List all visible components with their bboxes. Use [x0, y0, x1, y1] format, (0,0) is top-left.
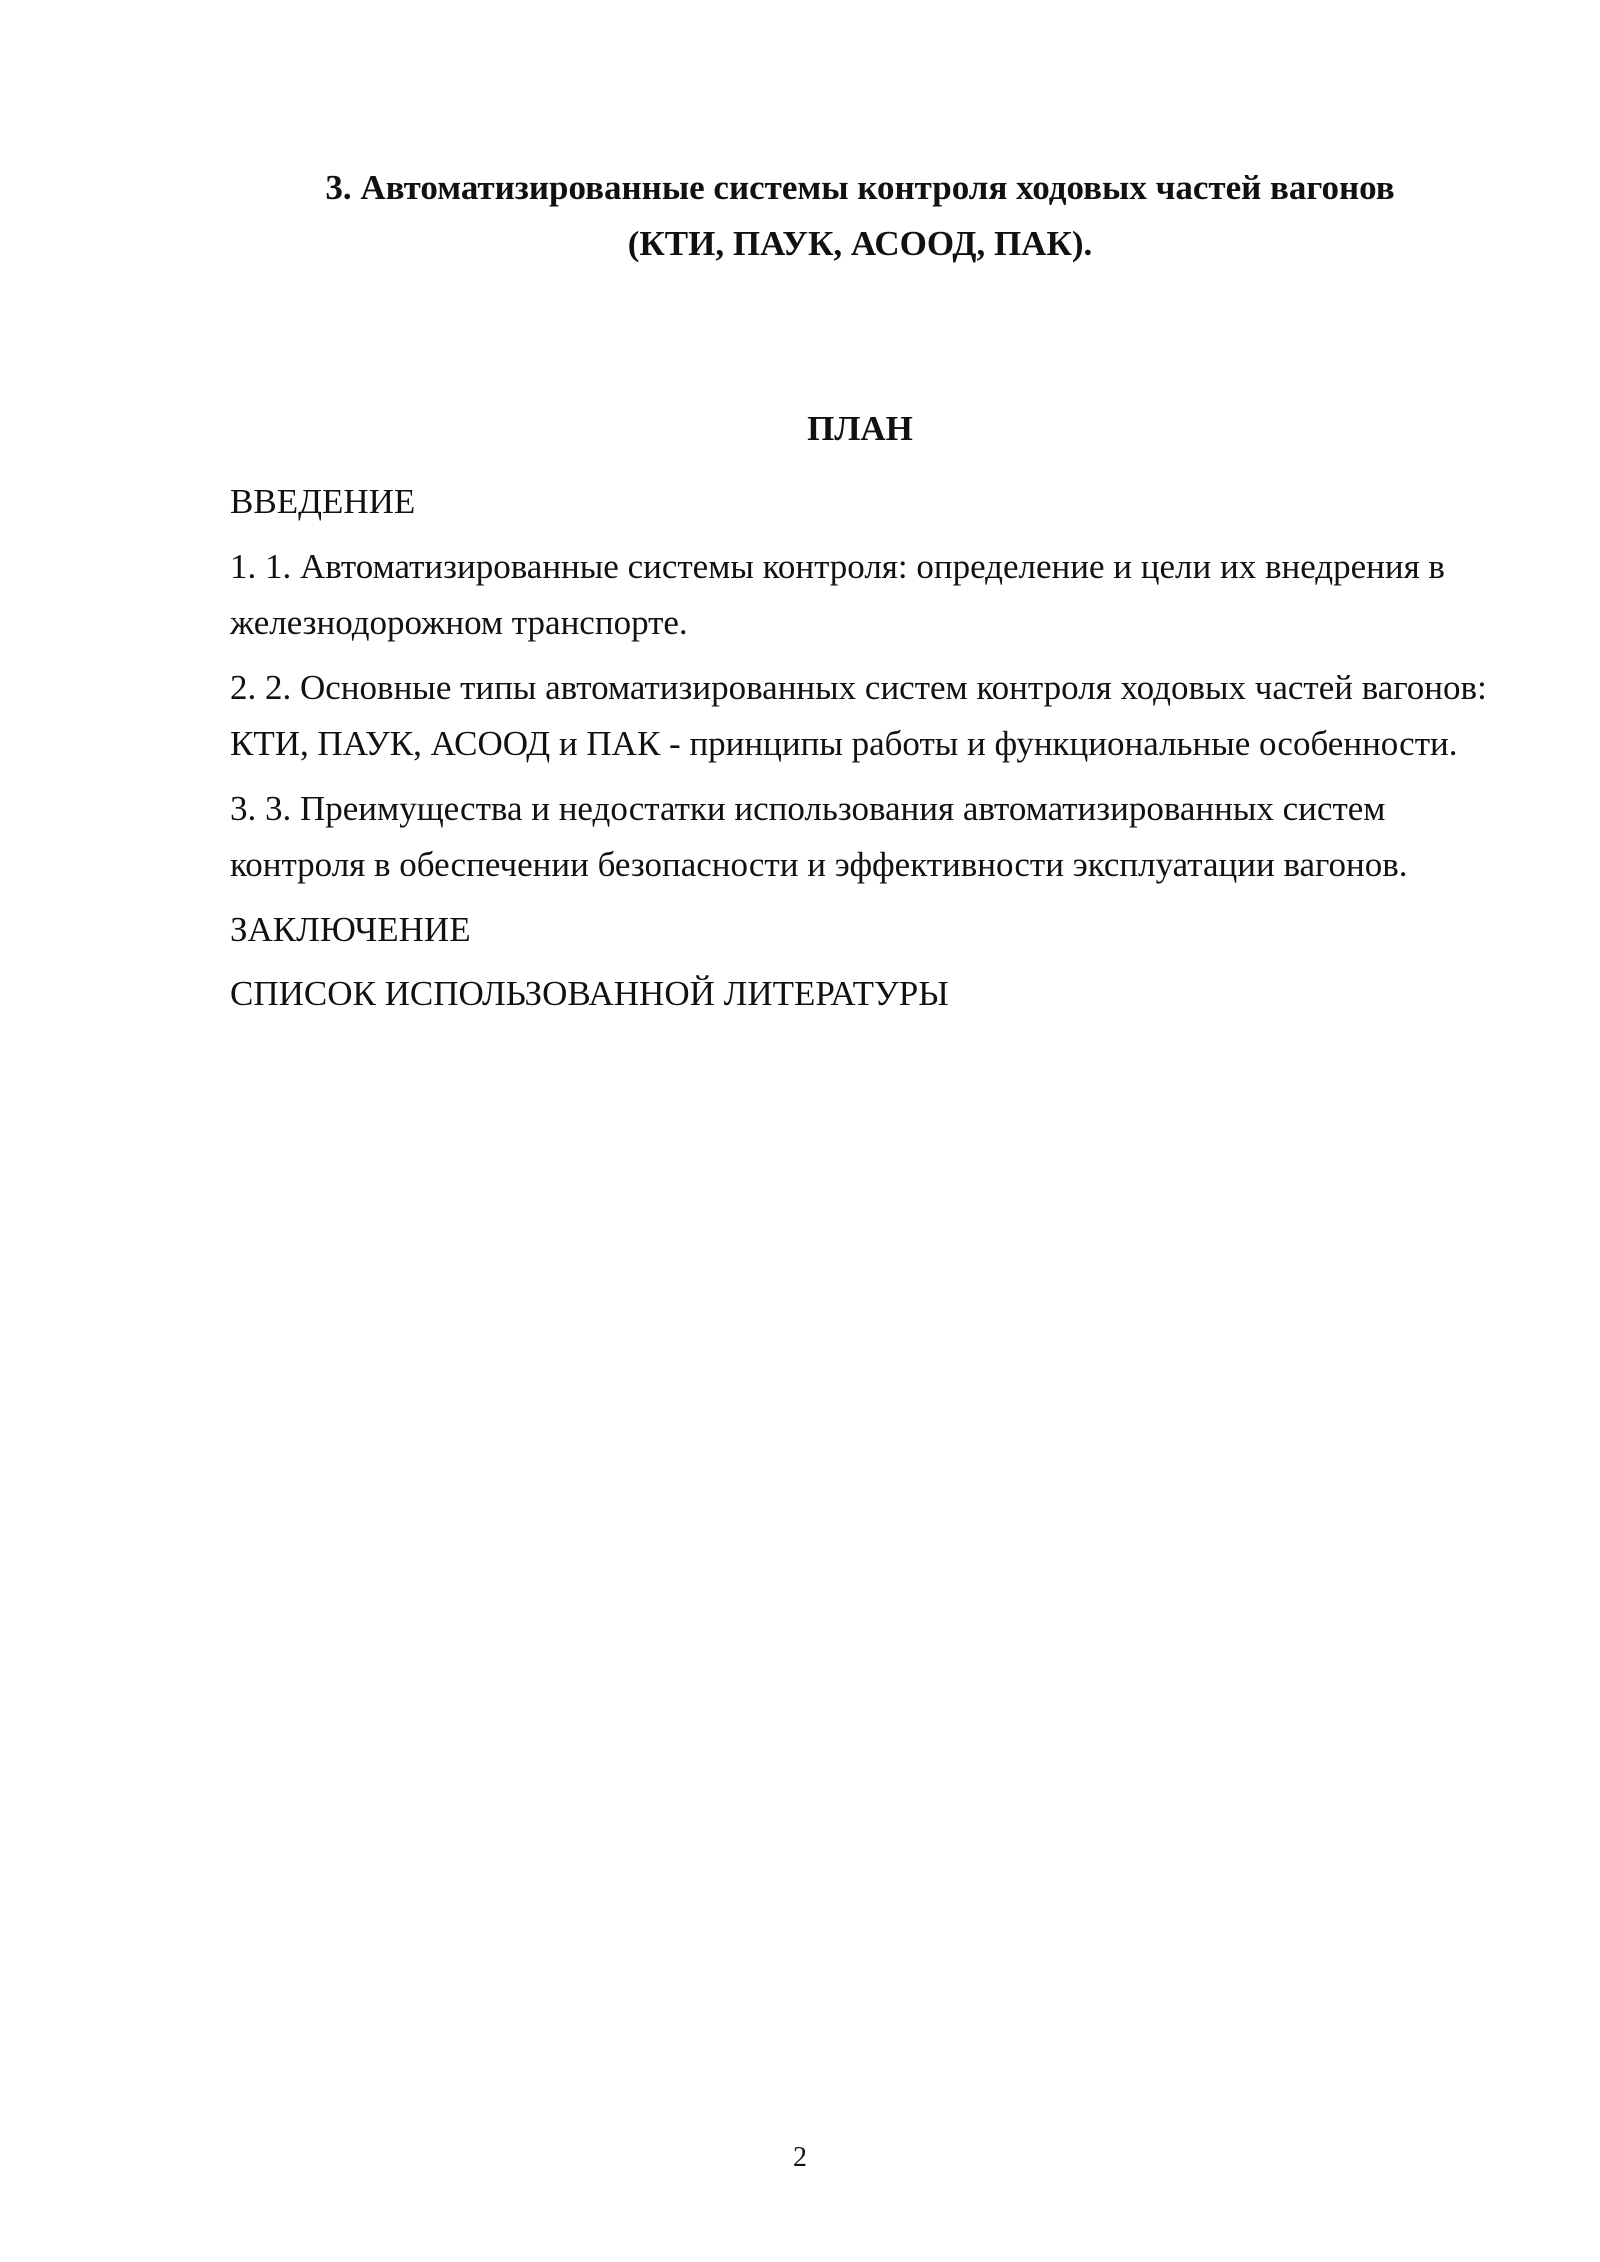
plan-item-2: 2. 2. Основные типы автоматизированных систем контроля ходовых частей вагонов: КТИ, ПАУК, АСООД и ПАК - принципы работы и функциональные особенности.: [230, 667, 1487, 763]
plan-list: [230, 474, 1500, 1031]
page-number: 2: [793, 2142, 807, 2173]
title-line-1: 3. Автоматизированные системы контроля ходовых частей вагонов: [325, 168, 1395, 207]
plan-item-3: 3. 3. Преимущества и недостатки использования автоматизированных систем контроля в обеспечении безопасности и эффективности эксплуатации вагонов.: [230, 788, 1408, 884]
plan-references: СПИСОК ИСПОЛЬЗОВАННОЙ ЛИТЕРАТУРЫ: [230, 974, 949, 1013]
document-title: [230, 160, 1490, 272]
plan-item-1: 1. 1. Автоматизированные системы контроля: определение и цели их внедрения в железнодорожном транспорте.: [230, 546, 1445, 642]
plan-introduction: ВВЕДЕНИЕ: [230, 482, 416, 521]
plan-heading: ПЛАН: [807, 409, 913, 448]
title-line-2: (КТИ, ПАУК, АСООД, ПАК).: [627, 224, 1093, 263]
plan-conclusion: ЗАКЛЮЧЕНИЕ: [230, 909, 471, 949]
